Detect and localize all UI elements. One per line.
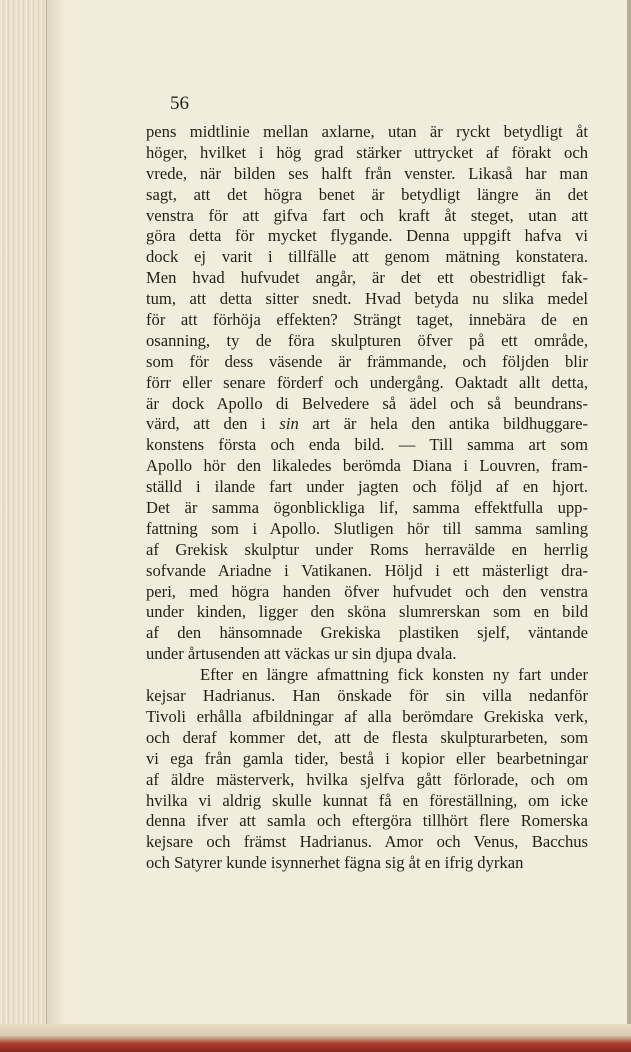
text-line: och Satyrer kunde isynnerhet fägna sig åt en ifrig dyrkan bbox=[146, 853, 524, 873]
book-bottom-edge bbox=[0, 1024, 631, 1052]
text-line: Apollo hör den likaledes berömda Diana i Louvren, fram- bbox=[146, 456, 588, 476]
body-text bbox=[146, 122, 588, 874]
text-line: af den hänsomnade Grekiska plastiken sjelf, väntande bbox=[146, 623, 588, 643]
page-number: 56 bbox=[170, 93, 189, 114]
text-line: tum, att detta sitter snedt. Hvad betyda nu slika medel bbox=[146, 289, 588, 309]
text-line: för att förhöja effekten? Strängt taget, innebära de en bbox=[146, 310, 588, 330]
text-line: venstra för att gifva fart och kraft åt steget, utan att bbox=[146, 205, 588, 225]
text-line: denna ifver att samla och eftergöra tillhört flere Romerska bbox=[146, 811, 588, 831]
text-line: göra detta för mycket flygande. Denna uppgift hafva vi bbox=[146, 226, 588, 246]
text-line: kejsare och främst Hadrianus. Amor och Venus, Bacchus bbox=[146, 832, 588, 852]
text-line: konstens första och enda bild. — Till samma art som bbox=[146, 435, 588, 455]
text-line: under kinden, ligger den sköna slumrerskan som en bild bbox=[146, 602, 588, 622]
text-line: Men hvad hufvudet angår, är det ett obestridligt fak- bbox=[146, 268, 588, 288]
text-line: hvilka vi aldrig skulle kunnat få en föreställning, om icke bbox=[146, 790, 588, 810]
text-line: sagt, att det högra benet är betydligt längre än det bbox=[146, 184, 588, 204]
text-line: värd, att den i sin art är hela den antika bildhuggare- bbox=[146, 414, 588, 434]
text-line: Tivoli erhålla afbildningar af alla berömdare Grekiska verk, bbox=[146, 706, 588, 726]
text-line: Det är samma ögonblickliga lif, samma effektfulla upp- bbox=[146, 498, 588, 518]
text-line: fattning som i Apollo. Slutligen hör till samma samling bbox=[146, 518, 588, 538]
text-line: peri, med högra handen öfver hufvudet och den venstra bbox=[146, 581, 588, 601]
text-line: af äldre mästerverk, hvilka sjelfva gått förlorade, och om bbox=[146, 769, 588, 789]
text-line: förr eller senare förderf och undergång. Oaktadt allt detta, bbox=[146, 372, 588, 392]
text-line: kejsar Hadrianus. Han önskade för sin villa nedanför bbox=[146, 686, 588, 706]
text-line: och deraf kommer det, att de flesta skulpturarbeten, som bbox=[146, 727, 588, 747]
text-line: Efter en längre afmattning fick konsten ny fart under bbox=[200, 665, 588, 685]
text-line: ställd i ilande fart under jagten och följd af en hjort. bbox=[146, 477, 588, 497]
text-line: vi ega från gamla tider, bestå i kopior eller bearbetningar bbox=[146, 748, 588, 768]
text-line: vrede, när bilden ses halft från venster. Likaså har man bbox=[146, 163, 588, 183]
text-line: osanning, ty de föra skulpturen öfver på ett område, bbox=[146, 330, 588, 350]
text-line: pens midtlinie mellan axlarne, utan är ryckt betydligt åt bbox=[146, 122, 588, 141]
text-line: dock ej varit i tillfälle att genom mätning konstatera. bbox=[146, 247, 588, 267]
text-line: är dock Apollo di Belvedere så ädel och så beundrans- bbox=[146, 393, 588, 413]
text-line: af Grekisk skulptur under Roms herravälde en herrlig bbox=[146, 539, 588, 559]
text-line: under årtusenden att väckas ur sin djupa dvala. bbox=[146, 644, 457, 664]
text-line: höger, hvilket i hög grad stärker uttrycket af förakt och bbox=[146, 142, 588, 162]
text-line: som för dess väsende är främmande, och följden blir bbox=[146, 351, 588, 371]
text-line: sofvande Ariadne i Vatikanen. Höljd i ett mästerligt dra- bbox=[146, 560, 588, 580]
